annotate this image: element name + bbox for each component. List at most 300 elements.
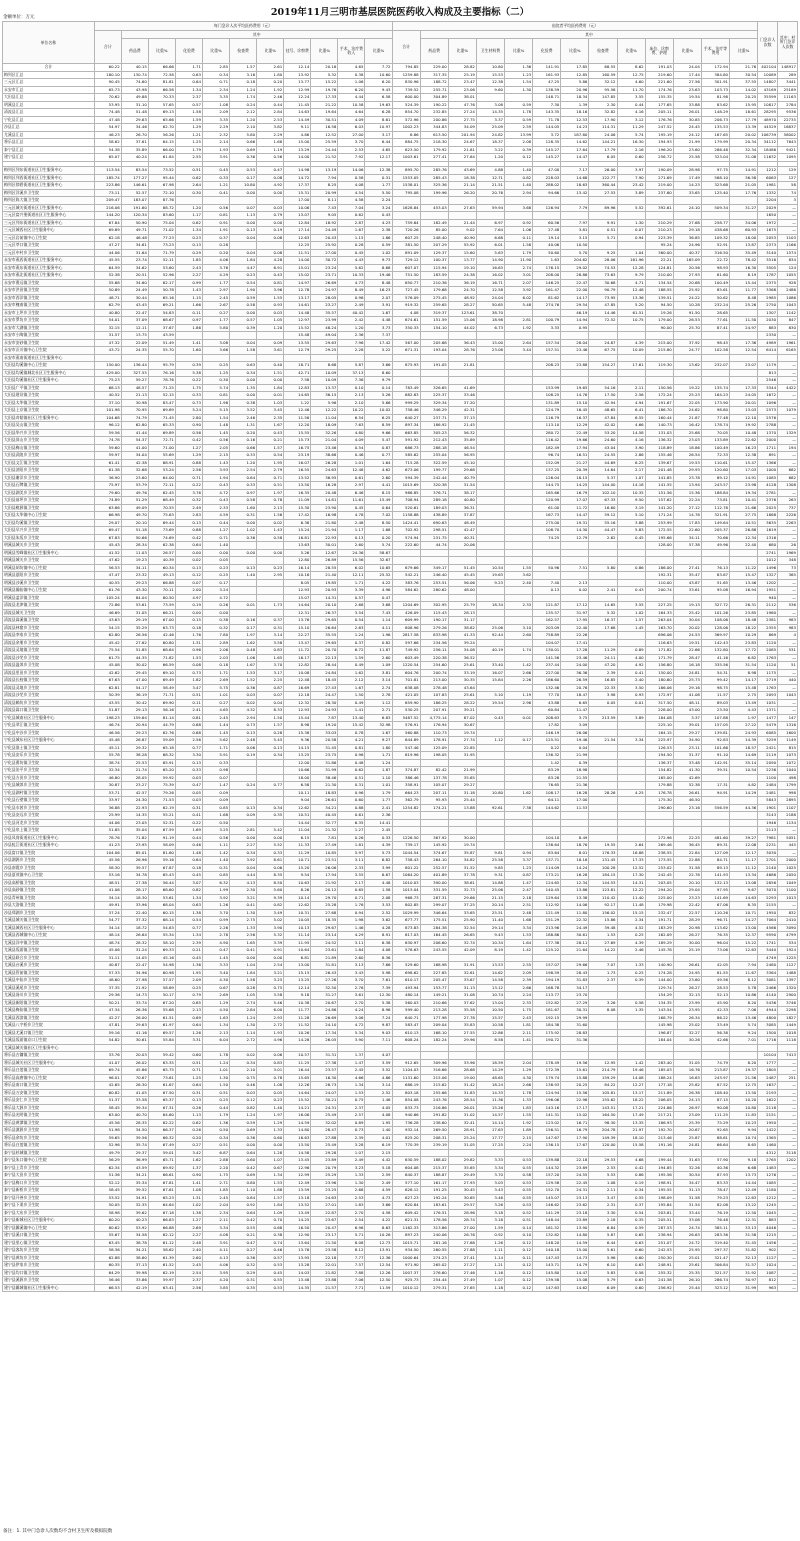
value-cell	[476, 422, 504, 430]
value-cell	[778, 1044, 798, 1052]
value-cell: 13.39	[730, 124, 758, 132]
value-cell: 20.16	[311, 64, 338, 72]
value-cell: 62.22	[148, 1119, 175, 1127]
value-cell: 187.80	[561, 131, 589, 139]
value-cell: 26	[778, 542, 798, 550]
value-cell: 1981	[758, 182, 778, 190]
value-cell: 0.15	[175, 617, 202, 625]
value-cell: 1.44	[202, 722, 229, 730]
value-cell: 4.06	[202, 257, 229, 265]
value-cell: 16.28	[311, 482, 338, 490]
value-cell: 2.63	[338, 624, 365, 632]
value-cell: 6414	[758, 347, 778, 355]
value-cell	[420, 197, 448, 205]
value-cell: 31.97	[561, 609, 589, 617]
value-cell: 32.61	[448, 969, 476, 977]
value-cell: 26.00	[121, 1014, 148, 1022]
value-cell: 264.10	[420, 857, 448, 865]
value-cell: 1.20	[257, 324, 284, 332]
value-cell: 126.04	[533, 474, 561, 482]
value-cell: 41.00	[121, 444, 148, 452]
value-cell: —	[778, 212, 798, 220]
value-cell: 12.38	[730, 452, 758, 460]
value-cell: 0.64	[365, 504, 392, 512]
value-cell: 4799	[778, 932, 798, 940]
value-cell: 41.08	[673, 692, 701, 700]
value-cell: 14.80	[561, 1232, 589, 1240]
value-cell: 35.65	[448, 774, 476, 782]
value-cell: 1.07	[338, 1149, 365, 1157]
value-cell: —	[778, 1277, 798, 1285]
value-cell: 0.53	[257, 1284, 284, 1292]
value-cell: 0.26	[338, 834, 365, 842]
table-row	[3, 999, 798, 1007]
value-cell	[476, 812, 504, 820]
value-cell: 0.81	[202, 212, 229, 220]
value-cell: 1.34	[175, 932, 202, 940]
value-cell: 21.55	[561, 774, 589, 782]
value-cell: 195.55	[645, 1187, 673, 1195]
value-cell: 0.42	[175, 534, 202, 542]
value-cell: 1777	[758, 1059, 778, 1067]
unit-name-cell: 尤溪县西滨镇卫生院	[3, 1014, 95, 1022]
value-cell: 0.53	[505, 1179, 533, 1187]
value-cell: 61.75	[94, 654, 121, 662]
value-cell: 20.67	[311, 999, 338, 1007]
value-cell: 0.41	[230, 902, 257, 910]
value-cell: 610.13	[392, 1029, 420, 1037]
value-cell: 25.02	[673, 1022, 701, 1030]
value-cell: 3085	[758, 1022, 778, 1030]
value-cell: 79.60	[94, 489, 121, 497]
table-row	[3, 1037, 798, 1045]
value-cell: 19.14	[533, 234, 561, 242]
value-cell: 24.93	[730, 729, 758, 737]
value-cell: 0.32	[175, 497, 202, 505]
value-cell: 53.79	[121, 482, 148, 490]
value-cell: 155.62	[589, 1097, 617, 1105]
value-cell	[533, 354, 561, 362]
value-cell	[533, 594, 561, 602]
table-row	[3, 422, 798, 430]
value-cell: 9.54	[284, 872, 311, 880]
value-cell: 11632	[758, 154, 778, 162]
value-cell: 3.55	[617, 602, 645, 610]
value-cell: 116.79	[533, 414, 561, 422]
value-cell: 75.23	[94, 377, 121, 385]
value-cell	[673, 377, 701, 385]
value-cell: 8.60	[365, 369, 392, 377]
value-cell: 15.47	[730, 459, 758, 467]
value-cell: 12.20	[284, 422, 311, 430]
value-cell: 13.59	[284, 1187, 311, 1195]
value-cell: 6063	[758, 174, 778, 182]
value-cell	[230, 197, 257, 205]
value-cell	[476, 332, 504, 340]
value-cell: 179.92	[420, 146, 448, 154]
value-cell: 98.30	[589, 1119, 617, 1127]
value-cell: 4.58	[365, 1209, 392, 1217]
value-cell: 104.06	[94, 849, 121, 857]
value-cell	[257, 557, 284, 565]
value-cell: 29.54	[561, 302, 589, 310]
value-cell: 3.89	[617, 189, 645, 197]
value-cell: 182.49	[420, 219, 448, 227]
value-cell: 92.83	[701, 737, 729, 745]
unit-name-cell: 清流县长校镇卫生院	[3, 677, 95, 685]
value-cell: 33.08	[673, 1217, 701, 1225]
value-cell: 22735	[778, 116, 798, 124]
value-cell: 27.68	[673, 219, 701, 227]
value-cell: 287.53	[645, 1224, 673, 1232]
value-cell: 1.89	[505, 1127, 533, 1135]
value-cell	[730, 797, 758, 805]
value-cell	[476, 399, 504, 407]
value-cell: 0.59	[230, 294, 257, 302]
unit-name-cell: 大田县湖美乡卫生院	[3, 489, 95, 497]
value-cell: 4.82	[730, 782, 758, 790]
value-cell: 0.58	[505, 1172, 533, 1180]
value-cell: 38.74	[94, 759, 121, 767]
value-cell: 62.81	[94, 684, 121, 692]
value-cell	[673, 954, 701, 962]
value-cell: 15.20	[284, 864, 311, 872]
value-cell: 4.44	[338, 94, 365, 102]
value-cell: 10.34	[476, 939, 504, 947]
value-cell: 1.75	[505, 1007, 533, 1015]
value-cell: 152.70	[533, 1187, 561, 1195]
value-cell: 20.39	[561, 467, 589, 475]
value-cell: 177.18	[645, 1082, 673, 1090]
value-cell: 1.42	[202, 849, 229, 857]
value-cell	[645, 354, 673, 362]
value-cell: 2.76	[338, 984, 365, 992]
value-cell: 250.30	[645, 1254, 673, 1262]
value-cell: 0.71	[202, 534, 229, 542]
value-cell	[121, 354, 148, 362]
value-cell: 2.13	[175, 1007, 202, 1015]
value-cell: 1763	[758, 654, 778, 662]
value-cell: 71.71	[148, 692, 175, 700]
table-row	[3, 924, 798, 932]
value-cell: —	[778, 1209, 798, 1217]
value-cell: 164.45	[420, 932, 448, 940]
value-cell	[420, 1052, 448, 1060]
value-cell: 14.88	[476, 879, 504, 887]
value-cell: 1.81	[338, 842, 365, 850]
value-cell: 0.42	[230, 1164, 257, 1172]
value-cell: 10.51	[730, 519, 758, 527]
value-cell: 190.72	[533, 1037, 561, 1045]
value-cell: 24.86	[311, 1007, 338, 1015]
value-cell	[505, 842, 533, 850]
value-cell: 24.04	[673, 64, 701, 72]
value-cell: 144.00	[645, 977, 673, 985]
value-cell: 1946	[758, 819, 778, 827]
value-cell: 3.68	[505, 204, 533, 212]
unit-name-cell: 宁化县水茜乡卫生院	[3, 804, 95, 812]
value-cell: 164.23	[701, 392, 729, 400]
value-cell: 149.64	[701, 519, 729, 527]
value-cell: 1307	[758, 309, 778, 317]
value-cell: 7.94	[730, 962, 758, 970]
value-cell: 9590	[758, 932, 778, 940]
value-cell: 72.33	[701, 452, 729, 460]
value-cell: 285.43	[420, 174, 448, 182]
value-cell: 5.10	[617, 512, 645, 520]
value-cell: 0.94	[617, 234, 645, 242]
value-cell: 205.11	[645, 109, 673, 117]
value-cell: 29.63	[311, 339, 338, 347]
unit-name-cell: 将乐县南口镇卫生院	[3, 1082, 95, 1090]
value-cell: 217.21	[645, 1112, 673, 1120]
value-cell: 1.43	[175, 287, 202, 295]
value-cell: 43.59	[121, 1164, 148, 1172]
value-cell: 177.65	[645, 101, 673, 109]
value-cell: 1.67	[338, 684, 365, 692]
value-cell: 38.68	[311, 452, 338, 460]
value-cell: 1.98	[202, 399, 229, 407]
value-cell	[448, 759, 476, 767]
value-cell: 11.56	[284, 414, 311, 422]
value-cell: 13.35	[617, 1119, 645, 1127]
value-cell: 11.28	[284, 1014, 311, 1022]
value-cell: 47.20	[589, 662, 617, 670]
value-cell: 56.16	[148, 707, 175, 715]
value-cell: 123.61	[448, 309, 476, 317]
value-cell: 70.55	[148, 504, 175, 512]
value-cell: 38.17	[448, 489, 476, 497]
value-cell: 6.25	[365, 414, 392, 422]
value-cell: 22.57	[673, 909, 701, 917]
value-cell: 58.69	[148, 984, 175, 992]
value-cell: 14.33	[476, 1089, 504, 1097]
value-cell: —	[778, 399, 798, 407]
value-cell: 69.89	[148, 407, 175, 415]
value-cell: 0.39	[175, 362, 202, 370]
value-cell: 0.45	[175, 954, 202, 962]
value-cell	[561, 549, 589, 557]
value-cell: 9.36	[284, 737, 311, 745]
value-cell: 3.21	[230, 894, 257, 902]
value-cell: 23.09	[673, 1112, 701, 1120]
value-cell: 1.80	[257, 71, 284, 79]
value-cell: 1.07	[476, 1277, 504, 1285]
value-cell: 34.09	[448, 124, 476, 132]
value-cell: 0.13	[175, 564, 202, 572]
header-op-col: 药品费	[121, 39, 148, 64]
value-cell: 17.95	[561, 617, 589, 625]
value-cell: 9.27	[365, 737, 392, 745]
unit-name-cell: 建宁县均口镇卫生院	[3, 1269, 95, 1277]
value-cell: 6.38	[365, 939, 392, 947]
unit-name-cell: 将乐县高唐镇中心卫生院	[3, 1074, 95, 1082]
value-cell: 1.85	[175, 257, 202, 265]
value-cell: 1.34	[257, 1172, 284, 1180]
value-cell: 3.50	[617, 684, 645, 692]
value-cell: 2.68	[338, 602, 365, 610]
value-cell: 33.48	[673, 759, 701, 767]
value-cell: 35.47	[673, 572, 701, 580]
value-cell: 204.62	[561, 257, 589, 265]
unit-name-cell: 清流县沙芜乡卫生院	[3, 692, 95, 700]
value-cell: 0.60	[617, 1284, 645, 1292]
value-cell: 62.76	[148, 729, 175, 737]
value-cell: 19.22	[673, 384, 701, 392]
value-cell: 80.50	[148, 594, 175, 602]
value-cell: 698.62	[392, 969, 420, 977]
value-cell: 2.45	[202, 294, 229, 302]
value-cell: 0.04	[561, 744, 589, 752]
value-cell: 27.41	[673, 564, 701, 572]
value-cell: 23.58	[311, 1247, 338, 1255]
value-cell: 18.10	[617, 1134, 645, 1142]
value-cell: 0.54	[257, 452, 284, 460]
value-cell: 253.51	[420, 579, 448, 587]
value-cell: 54.31	[701, 669, 729, 677]
value-cell: 21.94	[311, 527, 338, 535]
value-cell: 3.08	[202, 339, 229, 347]
value-cell: 12.62	[284, 902, 311, 910]
value-cell: 67.49	[148, 1142, 175, 1150]
value-cell: 0.00	[230, 834, 257, 842]
value-cell: 0.81	[175, 714, 202, 722]
value-cell: 8.08	[589, 1007, 617, 1015]
value-cell: 0.85	[202, 872, 229, 880]
value-cell: 534	[778, 939, 798, 947]
value-cell	[589, 1029, 617, 1037]
value-cell: 4.06	[202, 1262, 229, 1270]
value-cell: 1.31	[175, 639, 202, 647]
value-cell: 12.54	[365, 1262, 392, 1270]
value-cell: 76.19	[701, 1209, 729, 1217]
value-cell: 98.80	[701, 407, 729, 415]
value-cell	[505, 362, 533, 370]
value-cell: 609.99	[392, 617, 420, 625]
value-cell	[589, 797, 617, 805]
value-cell: 26.30	[121, 1082, 148, 1090]
value-cell: 43.30	[121, 587, 148, 595]
table-row	[3, 219, 798, 227]
value-cell: 36.95	[311, 474, 338, 482]
value-cell: 0.94	[505, 849, 533, 857]
value-cell: 10.09	[311, 377, 338, 385]
value-cell: 2140	[758, 864, 778, 872]
value-cell: 34.47	[673, 1179, 701, 1187]
value-cell	[617, 549, 645, 557]
value-cell: 70.05	[701, 429, 729, 437]
value-cell: 0.03	[257, 309, 284, 317]
value-cell: 440	[778, 677, 798, 685]
value-cell: 4.86	[284, 131, 311, 139]
value-cell	[94, 354, 121, 362]
value-cell: 50.60	[533, 249, 561, 257]
header-op-col: 比重%	[202, 39, 229, 64]
value-cell: 0.60	[617, 154, 645, 162]
value-cell	[730, 774, 758, 782]
value-cell: 2.09	[505, 969, 533, 977]
value-cell: 2.40	[175, 1247, 202, 1255]
value-cell: 6.05	[589, 154, 617, 162]
value-cell: 25.06	[476, 887, 504, 895]
value-cell: 715.28	[392, 459, 420, 467]
value-cell: 12.25	[284, 242, 311, 250]
value-cell: 141.29	[533, 1209, 561, 1217]
value-cell: 0.16	[230, 437, 257, 445]
value-cell: 1.99	[202, 887, 229, 895]
value-cell: 21.99	[448, 767, 476, 775]
value-cell: 578.63	[392, 947, 420, 955]
value-cell: 88.61	[701, 1134, 729, 1142]
value-cell: 1096	[758, 399, 778, 407]
table-row	[3, 1164, 798, 1172]
value-cell: 2330	[758, 332, 778, 340]
value-cell: 15.56	[338, 557, 365, 565]
value-cell: 146.61	[121, 182, 148, 190]
value-cell: 45.45	[448, 572, 476, 580]
value-cell: 0.00	[257, 834, 284, 842]
value-cell	[617, 1022, 645, 1030]
value-cell: 21.13	[121, 392, 148, 400]
value-cell: 1.67	[365, 729, 392, 737]
table-row	[3, 819, 798, 827]
value-cell: 0.86	[617, 1172, 645, 1180]
unit-name-cell: 梅列区汇总	[3, 71, 95, 79]
value-cell: 3.97	[617, 167, 645, 175]
value-cell: 5.38	[365, 999, 392, 1007]
value-cell: 28.34	[121, 542, 148, 550]
value-cell: 0.25	[202, 362, 229, 370]
value-cell: 134.54	[645, 279, 673, 287]
value-cell	[476, 489, 504, 497]
value-cell: 0.60	[617, 1254, 645, 1262]
value-cell: 105.24	[94, 594, 121, 602]
value-cell	[476, 362, 504, 370]
value-cell	[476, 437, 504, 445]
value-cell: 242.44	[420, 474, 448, 482]
value-cell: 5436	[758, 999, 778, 1007]
value-cell: 1.84	[338, 947, 365, 955]
value-cell: 10.13	[284, 924, 311, 932]
unit-name-cell: 清流县温郊乡卫生院	[3, 662, 95, 670]
value-cell: 1496	[758, 564, 778, 572]
value-cell: 31.92	[730, 1269, 758, 1277]
value-cell: 135.57	[533, 609, 561, 617]
value-cell: 24.44	[311, 146, 338, 154]
value-cell: 140.18	[533, 1247, 561, 1255]
value-cell	[673, 812, 701, 820]
value-cell: 1.47	[338, 1059, 365, 1067]
value-cell: 17.42	[365, 339, 392, 347]
value-cell: 28.04	[561, 339, 589, 347]
value-cell: 10.09	[617, 347, 645, 355]
value-cell: 1.36	[175, 962, 202, 970]
value-cell: 45.55	[94, 257, 121, 265]
value-cell	[365, 1044, 392, 1052]
value-cell: 76.48	[701, 1217, 729, 1225]
value-cell: 13.49	[284, 1209, 311, 1217]
value-cell	[505, 1052, 533, 1060]
value-cell: 4.22	[365, 1217, 392, 1225]
value-cell: 42.27	[94, 1014, 121, 1022]
value-cell	[230, 557, 257, 565]
value-cell: 2.45	[365, 827, 392, 835]
value-cell: 50.90	[121, 219, 148, 227]
value-cell: 59.42	[148, 1052, 175, 1060]
value-cell: 213.28	[420, 1007, 448, 1015]
value-cell: 50.66	[121, 534, 148, 542]
value-cell: 6.97	[476, 219, 504, 227]
